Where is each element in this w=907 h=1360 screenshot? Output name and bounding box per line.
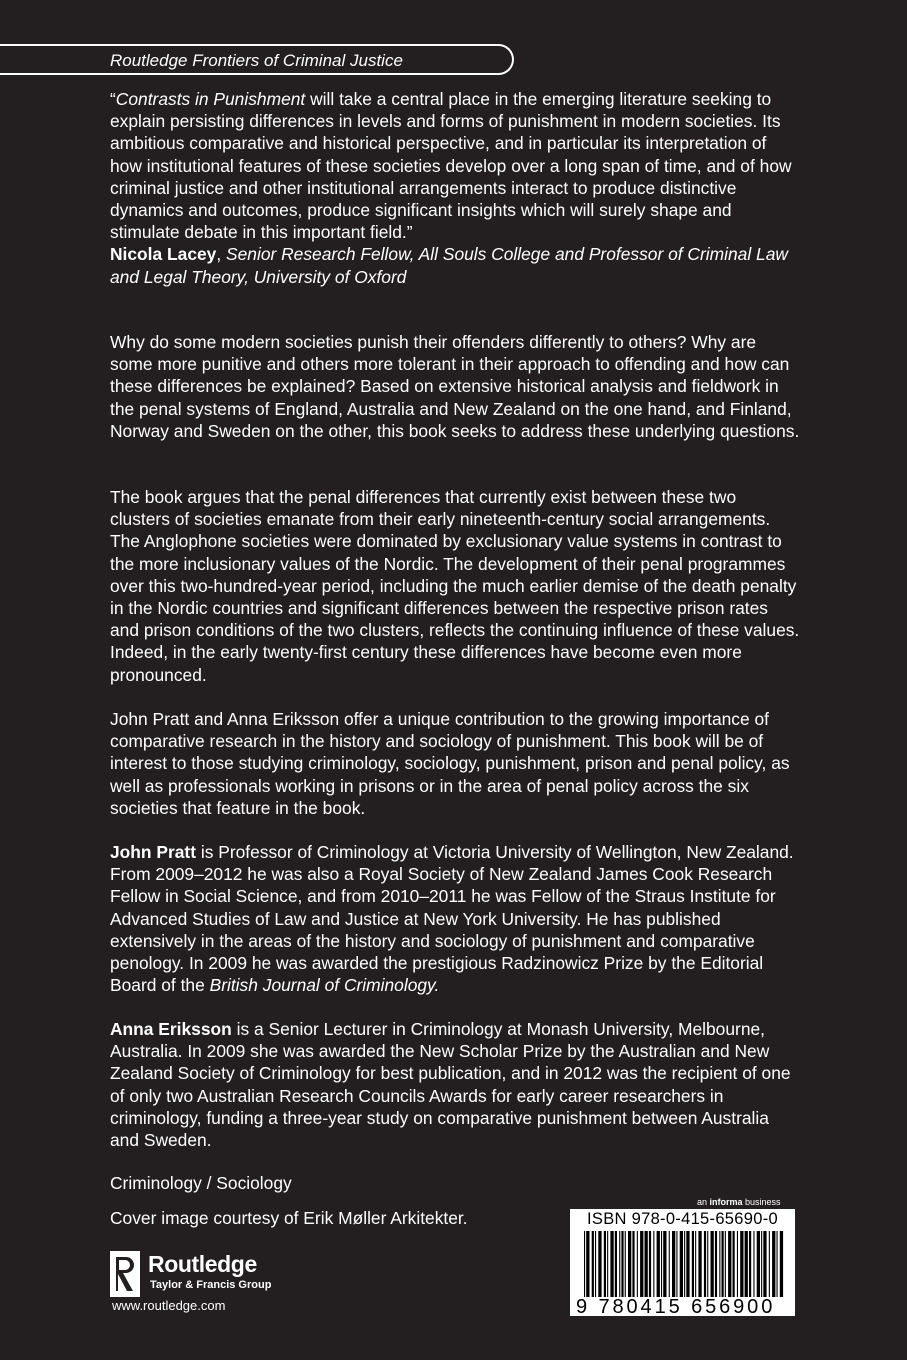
barcode-bar <box>632 1231 634 1297</box>
barcode-bar <box>777 1231 778 1297</box>
barcode-bar <box>669 1231 670 1297</box>
barcode-bar <box>680 1231 683 1297</box>
barcode-bar <box>757 1231 760 1297</box>
endorser-affiliation: Senior Research Fellow, All Souls College and Professor of Criminal Law and Legal Theory, University of Oxford <box>110 244 788 287</box>
barcode-bar <box>621 1231 623 1297</box>
barcode-bar <box>604 1231 606 1297</box>
barcode-bar <box>719 1231 720 1297</box>
isbn-label: ISBN 978-0-415-65690-0 <box>587 1210 778 1228</box>
barcode-bars <box>584 1231 784 1297</box>
barcode-bar <box>653 1231 654 1297</box>
barcode-bar <box>763 1231 766 1297</box>
barcode-bar <box>698 1231 701 1297</box>
barcode-bar <box>769 1231 770 1297</box>
barcode-bar <box>607 1231 608 1297</box>
barcode-bar <box>619 1231 620 1297</box>
barcode-bar <box>595 1231 596 1297</box>
barcode-bar <box>725 1231 726 1297</box>
author-bio-eriksson <box>110 1018 800 1151</box>
endorsement-quote: “Contrasts in Punishment will take a central place in the emerging literature seeking to explain persisting differences in levels and forms of punishment in modern societies. Its ambitious comparative and historical perspective, and in particular its interpretation of how institutional features of these societies develop over a long span of time, and of how criminal justice and other institutional arrangements interact to produce distinctive dynamics and outcomes, produce significant insights which will surely shape and stimulate debate in this important field.” Nicola Lacey, Senior Research Fellow, All Souls College and Professor of Criminal Law and Legal Theory, University of Oxford <box>110 89 792 287</box>
barcode-bar <box>772 1231 775 1297</box>
author-name: Anna Eriksson <box>110 1019 232 1039</box>
barcode-bar <box>615 1231 617 1297</box>
barcode-bar <box>640 1231 643 1297</box>
barcode-bar <box>704 1231 706 1297</box>
barcode-bar <box>740 1231 743 1297</box>
barcode-bar <box>610 1231 613 1297</box>
barcode-bar <box>676 1231 677 1297</box>
journal-title: British Journal of Criminology. <box>209 975 440 996</box>
barcode-bar <box>692 1231 694 1297</box>
publisher-name: Routledge <box>148 1251 257 1277</box>
barcode-bar <box>695 1231 696 1297</box>
author-bio-pratt <box>110 841 800 996</box>
routledge-r-icon <box>110 1251 142 1297</box>
barcode-bar <box>598 1231 601 1297</box>
barcode-bar <box>749 1231 751 1297</box>
quote-text: will take a central place in the emerging literature seeking to explain persisting differences in levels and forms of punishment in modern societies. Its ambitious comparative and historical perspective, and in particular its interpretation of how institutional features of these societies develop over a long span of time, and of how criminal justice and other institutional arrangements interact to produce distinctive dynamics and outcomes, produce significant insights which will surely shape and stimulate debate in this important field.” <box>110 89 792 243</box>
barcode-bar <box>625 1231 626 1297</box>
description-paragraph-3: John Pratt and Anna Eriksson offer a unique contribution to the growing importance of comparative research in the history and sociology of punishment. This book will be of interest to those studying criminology, sociology, punishment, prison and penal policy, as well as professionals working in prisons or in the area of penal policy across the six societies that feature in the book. <box>110 709 790 818</box>
barcode-bar <box>737 1231 738 1297</box>
barcode-bar <box>761 1231 762 1297</box>
endorser-name: Nicola Lacey <box>110 244 217 265</box>
barcode-bar <box>584 1231 585 1297</box>
barcode-bar <box>707 1231 708 1297</box>
subject-category: Criminology / Sociology <box>110 1173 292 1193</box>
author-bio-text: is a Senior Lecturer in Criminology at Monash University, Melbourne, Australia. In 2009 she was awarded the New Scholar Prize by the Australian and New Zealand Society of Criminology for best publication, and in 2012 was the recipient of one of only two Australian Research Councils Awards for early career researchers in criminology, funding a three-year study on comparative punishment between Australia and Sweden. <box>110 1019 791 1151</box>
description-paragraph-2: The book argues that the penal differences that currently exist between these two clusters of societies emanate from their early nineteenth-century social arrangements. The Anglophone societies were dominated by exclusionary value systems in contrast to the more inclusionary values of the Nordic. The development of their penal programmes over this two-hundred-year period, including the much earlier demise of the death penalty in the Nordic countries and significant differences between the respective prison rates and prison conditions of the two clusters, reflects the continuing influence of these values. Indeed, in the early twenty-first century these differences have become even more pronounced. <box>110 487 800 685</box>
informa-brand: informa <box>709 1197 743 1207</box>
barcode-bar <box>592 1231 594 1297</box>
barcode-bar <box>657 1231 660 1297</box>
barcode-bar <box>715 1231 717 1297</box>
barcode-bar <box>628 1231 631 1297</box>
barcode-bar <box>645 1231 648 1297</box>
informa-tagline: an informa business <box>697 1197 781 1207</box>
series-title: Routledge Frontiers of Criminal Justice <box>110 51 403 70</box>
quoted-book-title: Contrasts in Punishment <box>115 89 306 109</box>
barcode-bar <box>711 1231 714 1297</box>
quote-open-mark: “ <box>110 89 116 109</box>
isbn-digits: 9 780415 656900 <box>576 1296 776 1318</box>
barcode-bar <box>684 1231 685 1297</box>
description-paragraph-1: Why do some modern societies punish their offenders differently to others? Why are some more punitive and others more tolerant in their approach to offending and how can these differences be explained? Based on extensive historical analysis and fieldwork in the penal systems of England, Australia and New Zealand on the one hand, and Finland, Norway and Sweden on the other, this book seeks to address these underlying questions. <box>110 332 800 441</box>
publisher-url[interactable]: www.routledge.com <box>112 1298 226 1313</box>
barcode-bar <box>663 1231 666 1297</box>
author-name: John Pratt <box>110 842 196 862</box>
barcode-bar <box>753 1231 754 1297</box>
author-bio-text: is Professor of Criminology at Victoria University of Wellington, New Zealand. From 2009–2012 he was also a Royal Society of New Zealand James Cook Research Fellow in Social Science, and from 2010–2011 he was Fellow of the Straus Institute for Advanced Studies of Law and Justice at New York University. He has published extensively in the areas of the history and sociology of punishment and comparative penology. In 2009 he was awarded the prestigious Radzinowicz Prize by the Editorial Board of the <box>110 842 794 996</box>
isbn-barcode <box>570 1209 795 1316</box>
barcode-bar <box>722 1231 724 1297</box>
barcode-bar <box>661 1231 662 1297</box>
barcode-bar <box>728 1231 731 1297</box>
barcode-bar <box>672 1231 675 1297</box>
publisher-group: Taylor & Francis Group <box>150 1279 272 1291</box>
barcode-bar <box>780 1231 783 1297</box>
barcode-bar <box>686 1231 689 1297</box>
barcode-bar <box>586 1231 589 1297</box>
barcode-bar <box>637 1231 638 1297</box>
cover-credit: Cover image courtesy of Erik Møller Arkitekter. <box>110 1208 468 1228</box>
barcode-bar <box>649 1231 651 1297</box>
barcode-bar <box>733 1231 735 1297</box>
barcode-bar <box>745 1231 748 1297</box>
